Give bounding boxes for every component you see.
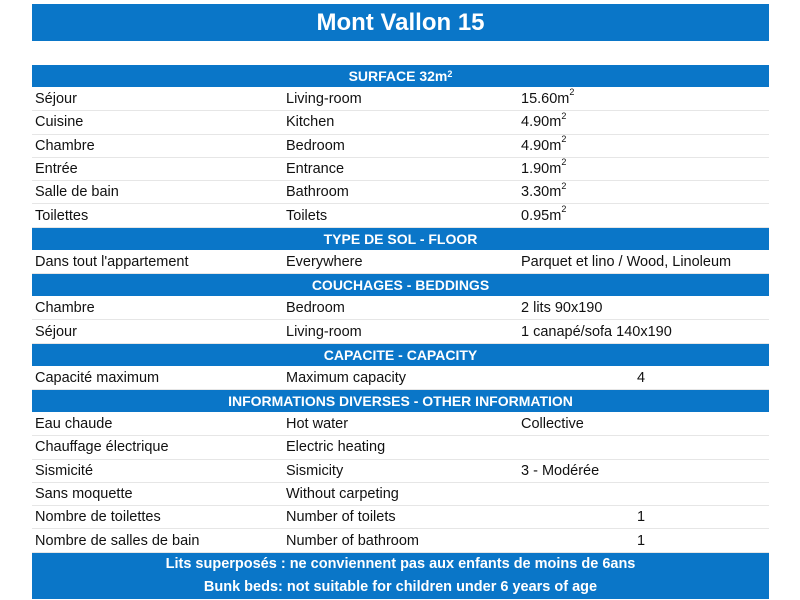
- table-row: [32, 181, 769, 204]
- label-en: Living-room: [286, 323, 362, 340]
- label-fr: Chambre: [35, 137, 95, 154]
- label-en: Bedroom: [286, 137, 345, 154]
- table-row: [32, 88, 769, 111]
- label-fr: Chambre: [35, 300, 95, 317]
- value-sup: 2: [561, 110, 567, 121]
- section-header-floor: TYPE DE SOL - FLOOR: [32, 228, 769, 251]
- value: 1: [637, 509, 646, 526]
- value: 2 lits 90x190: [521, 300, 603, 317]
- label-fr: Entrée: [35, 161, 78, 178]
- table-row: [32, 204, 769, 227]
- value: 3.30m: [521, 184, 562, 201]
- table-row: [32, 111, 769, 134]
- value-cell: [518, 133, 769, 154]
- value-cell: [518, 87, 769, 108]
- value: 1.90m: [521, 161, 562, 178]
- table-row: [32, 483, 769, 506]
- value: 15.60m: [521, 91, 570, 108]
- value: Collective: [521, 416, 584, 433]
- value: Parquet et lino / Wood, Linoleum: [521, 253, 732, 270]
- value-cell: [518, 203, 769, 224]
- value-sup: 2: [561, 133, 567, 144]
- label-fr: Eau chaude: [35, 416, 113, 433]
- table-row: [32, 251, 769, 274]
- table-row: [32, 529, 769, 552]
- label-en: Number of bathroom: [286, 532, 419, 549]
- value: 4.90m: [521, 137, 562, 154]
- label-en: Bathroom: [286, 184, 349, 201]
- value-cell: [518, 110, 769, 131]
- value-sup: 2: [569, 87, 575, 98]
- label-en: Number of toilets: [286, 509, 396, 526]
- label-fr: Sans moquette: [35, 486, 133, 502]
- value-cell: [518, 180, 769, 201]
- surface-header-text: SURFACE 32m: [348, 68, 448, 84]
- value: 1 canapé/sofa 140x190: [521, 323, 672, 340]
- value: 0.95m: [521, 207, 562, 224]
- label-fr: Séjour: [35, 323, 77, 340]
- label-en: Sismicity: [286, 462, 344, 479]
- value-cell: [518, 157, 769, 178]
- table-row: [32, 506, 769, 529]
- spacer: [32, 41, 769, 65]
- table-row: [32, 436, 769, 459]
- table-row: [32, 320, 769, 343]
- label-fr: Séjour: [35, 91, 77, 108]
- label-fr: Toilettes: [35, 207, 89, 224]
- label-en: Living-room: [286, 91, 362, 108]
- section-header-beddings: COUCHAGES - BEDDINGS: [32, 274, 769, 297]
- value: 4: [637, 369, 646, 386]
- note-fr: Lits superposés : ne conviennent pas aux enfants de moins de 6ans: [165, 556, 636, 573]
- info-sheet: [32, 4, 769, 599]
- table-row: [32, 297, 769, 320]
- value: 4.90m: [521, 114, 562, 131]
- label-en: Electric heating: [286, 439, 386, 456]
- label-fr: Salle de bain: [35, 184, 119, 201]
- section-header-other: INFORMATIONS DIVERSES - OTHER INFORMATION: [32, 390, 769, 413]
- label-en: Kitchen: [286, 114, 335, 131]
- label-en: Toilets: [286, 207, 328, 224]
- label-fr: Sismicité: [35, 462, 94, 479]
- label-en: Maximum capacity: [286, 369, 407, 386]
- section-header-surface: SURFACE 32m $^2$: [32, 65, 769, 88]
- value: 3 - Modérée: [521, 462, 600, 479]
- label-fr: Chauffage électrique: [35, 439, 169, 456]
- note-en: Bunk beds: not suitable for children under 6 years of age: [203, 579, 598, 596]
- value-sup: 2: [561, 203, 567, 214]
- section-header-capacity: CAPACITE - CAPACITY: [32, 344, 769, 367]
- label-en: Entrance: [286, 161, 345, 178]
- table-row: [32, 367, 769, 390]
- label-fr: Capacité maximum: [35, 369, 160, 386]
- label-en: Hot water: [286, 416, 349, 433]
- label-en: Bedroom: [286, 300, 345, 317]
- table-row: [32, 135, 769, 158]
- label-fr: Dans tout l'appartement: [35, 253, 189, 270]
- value-sup: 2: [561, 157, 567, 168]
- sheet-title: Mont Vallon 15: [32, 4, 769, 41]
- label-en: Everywhere: [286, 253, 363, 270]
- label-fr: Nombre de salles de bain: [35, 532, 200, 549]
- label-en: Without carpeting: [286, 486, 399, 502]
- table-row: [32, 158, 769, 181]
- table-row: [32, 413, 769, 436]
- value: 1: [637, 532, 646, 549]
- label-fr: Nombre de toilettes: [35, 509, 161, 526]
- label-fr: Cuisine: [35, 114, 84, 131]
- notes-banner: [32, 553, 769, 599]
- table-row: [32, 460, 769, 483]
- value-sup: 2: [561, 180, 567, 191]
